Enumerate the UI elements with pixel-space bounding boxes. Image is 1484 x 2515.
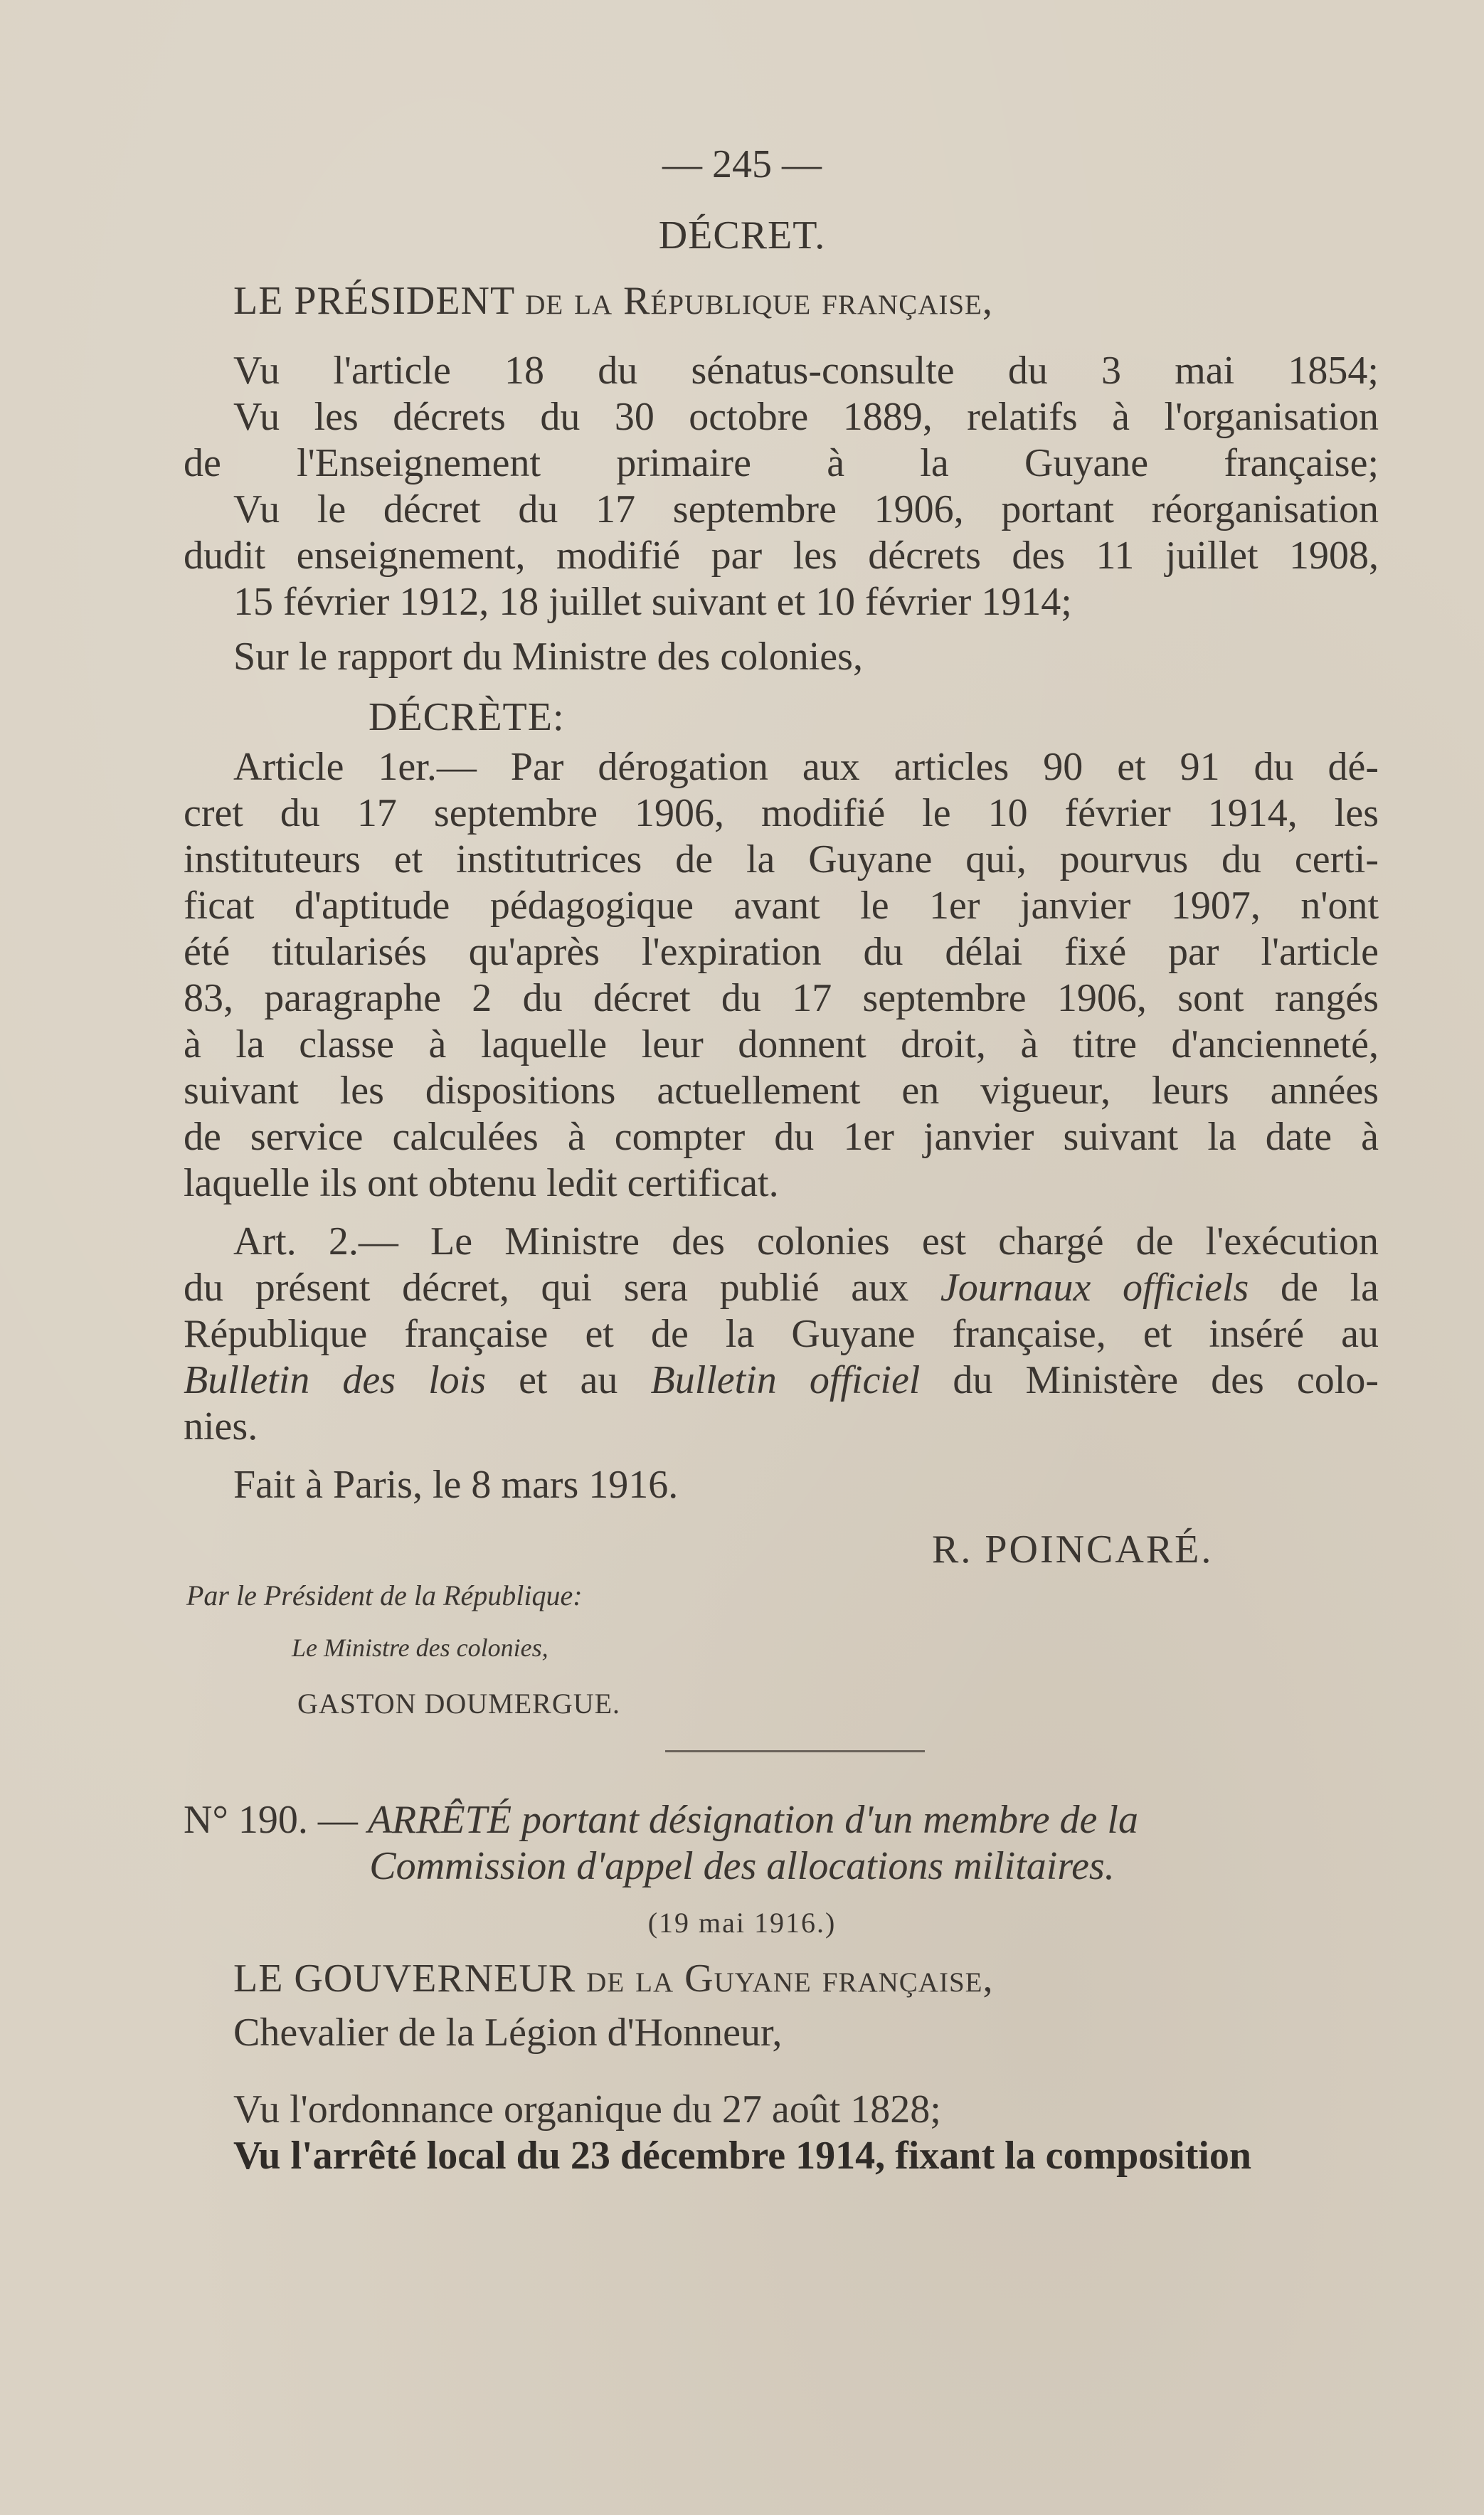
article-2-line [184, 1357, 1379, 1404]
signature-poincare: R. POINCARÉ. [932, 1527, 1214, 1572]
ministre-colonies: Le Ministre des colonies, [292, 1634, 548, 1662]
article-1-line: ficat d'aptitude pédagogique avant le 1er janvier 1907, n'ont [184, 884, 1379, 928]
decrete-heading: DÉCRÈTE: [369, 695, 565, 739]
article-1-line: de service calculées à compter du 1er janvier suivant la date à [184, 1115, 1379, 1159]
arrete-title: ARRÊTÉ portant désignation d'un membre de la [367, 1798, 1138, 1842]
visa-line: Vu l'article 18 du sénatus-consulte du 3 mai 1854; [233, 349, 1379, 393]
bulletin-officiel: Bulletin officiel [650, 1358, 921, 1402]
article-1-line: instituteurs et institutrices de la Guyane qui, pourvus du certi- [184, 837, 1379, 881]
article-1-line: été titularisés qu'après l'expiration du délai fixé par l'article [184, 930, 1379, 974]
visa-line: Vu les décrets du 30 octobre 1889, relatifs à l'organisation [233, 395, 1379, 439]
decree-title: DÉCRET. [658, 213, 826, 258]
chevalier-line: Chevalier de la Légion d'Honneur, [233, 2011, 783, 2055]
article-1-line: laquelle ils ont obtenu ledit certificat. [184, 1161, 779, 1205]
visa-line: Vu le décret du 17 septembre 1906, portant réorganisation [233, 487, 1379, 531]
article-2-text: de la [1249, 1266, 1379, 1310]
arrete-title-line-2: Commission d'appel des allocations militaires. [369, 1844, 1115, 1888]
arrete-number: N° 190. — [184, 1798, 368, 1842]
gouverneur-line: LE GOUVERNEUR de la Guyane française, [233, 1957, 994, 2001]
fait-a-paris: Fait à Paris, le 8 mars 1916. [233, 1463, 679, 1507]
preamble-president: LE PRÉSIDENT de la République française, [233, 279, 993, 323]
article-1-line: cret du 17 septembre 1906, modifié le 10 février 1914, les [184, 791, 1379, 835]
page-number: — 245 — [662, 142, 822, 186]
section-divider [665, 1750, 925, 1752]
article-1-line: Article 1er.— Par dérogation aux articles 90 et 91 du dé- [233, 745, 1379, 789]
article-1-line: suivant les dispositions actuellement en vigueur, leurs années [184, 1069, 1379, 1113]
article-2-line: République française et de la Guyane française, et inséré au [184, 1312, 1379, 1356]
arrete-visa-line: Vu l'arrêté local du 23 décembre 1914, fixant la composition [233, 2134, 1252, 2178]
article-2-text: du Ministère des colo- [920, 1358, 1379, 1402]
visa-line: 15 février 1912, 18 juillet suivant et 10 février 1914; [233, 580, 1072, 624]
visa-line: de l'Enseignement primaire à la Guyane française; [184, 441, 1379, 485]
article-1-line: à la classe à laquelle leur donnent droit, à titre d'ancienneté, [184, 1022, 1379, 1066]
visa-line: dudit enseignement, modifié par les décrets des 11 juillet 1908, [184, 534, 1379, 578]
par-le-president: Par le Président de la République: [186, 1579, 583, 1611]
article-2-text: et au [486, 1358, 651, 1402]
journaux-officiels: Journaux officiels [940, 1266, 1249, 1310]
arrete-title-line [184, 1796, 1138, 1843]
article-2-line: nies. [184, 1404, 258, 1449]
article-1-line: 83, paragraphe 2 du décret du 17 septembre 1906, sont rangés [184, 976, 1379, 1020]
article-2-text: du présent décret, qui sera publié aux [184, 1266, 940, 1310]
minister-name: GASTON DOUMERGUE. [297, 1688, 621, 1720]
arrete-visa-line: Vu l'ordonnance organique du 27 août 1828; [233, 2087, 941, 2132]
article-2-line [184, 1264, 1379, 1311]
arrete-date: (19 mai 1916.) [647, 1907, 837, 1939]
bulletin-des-lois: Bulletin des lois [184, 1358, 486, 1402]
article-2-line: Art. 2.— Le Ministre des colonies est chargé de l'exécution [233, 1219, 1379, 1264]
rapport-line: Sur le rapport du Ministre des colonies, [233, 635, 863, 679]
